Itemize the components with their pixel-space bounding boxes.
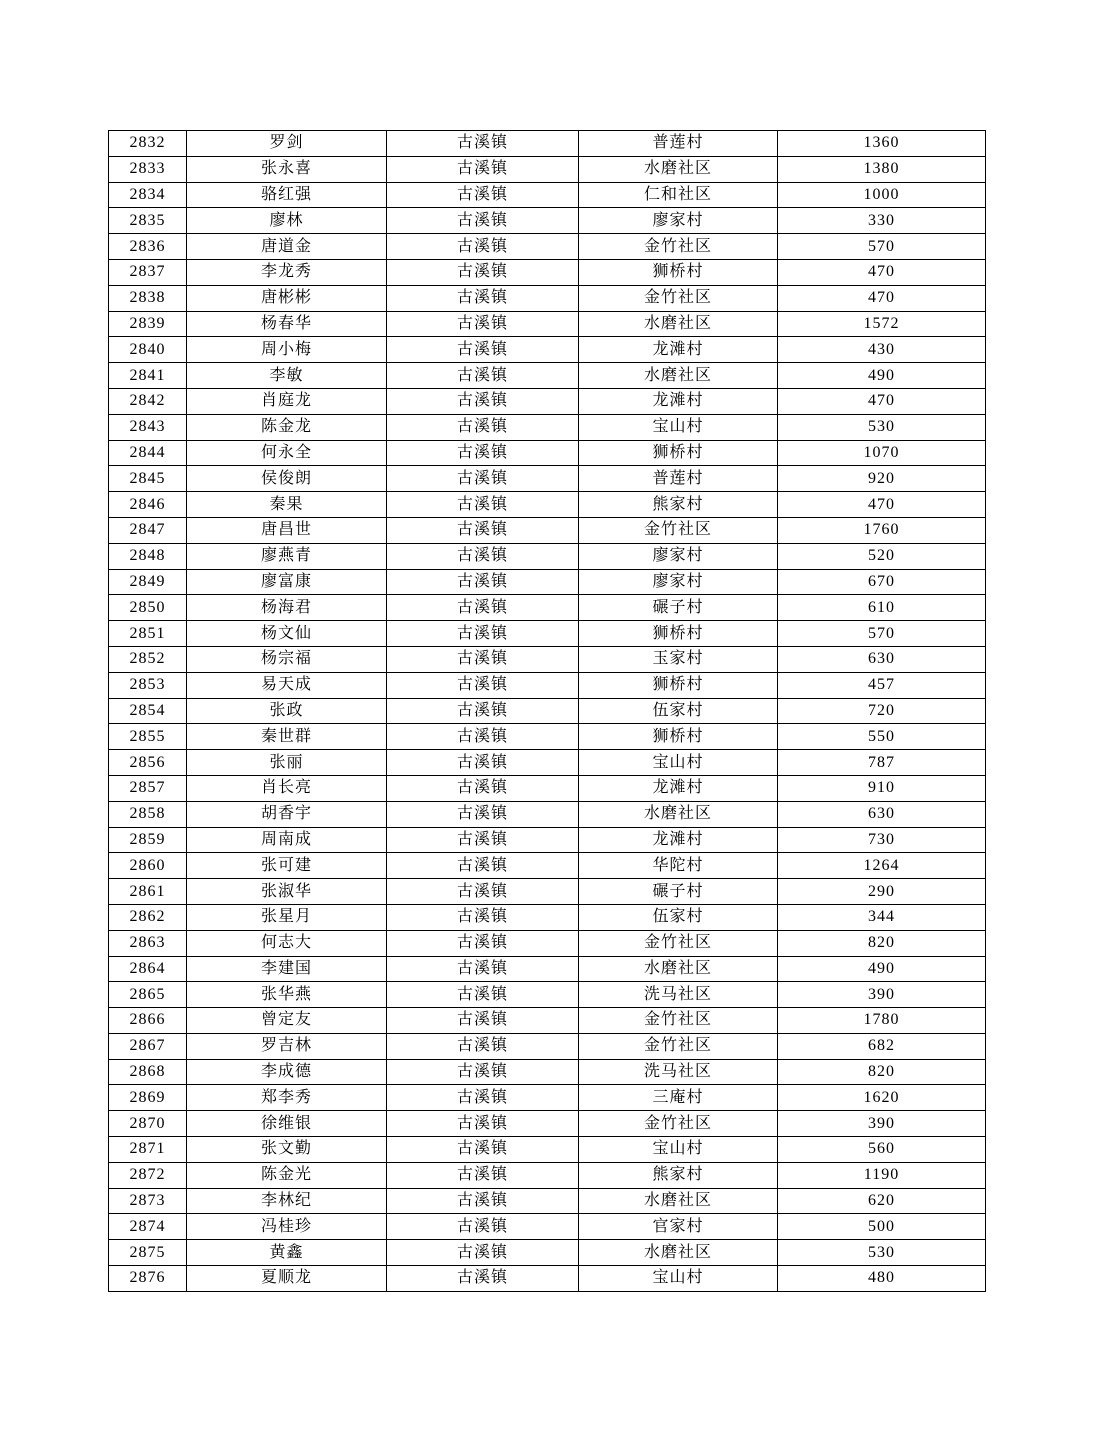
- cell-town: 古溪镇: [387, 698, 579, 724]
- cell-village: 水磨社区: [579, 311, 778, 337]
- cell-amount: 1780: [778, 1008, 986, 1034]
- cell-name: 郑李秀: [187, 1085, 387, 1111]
- cell-village: 龙滩村: [579, 337, 778, 363]
- cell-name: 曾定友: [187, 1008, 387, 1034]
- cell-town: 古溪镇: [387, 414, 579, 440]
- table-row: [109, 311, 986, 337]
- table-row: [109, 827, 986, 853]
- cell-town: 古溪镇: [387, 750, 579, 776]
- cell-town: 古溪镇: [387, 595, 579, 621]
- cell-amount: 480: [778, 1266, 986, 1292]
- table-row: [109, 672, 986, 698]
- cell-town: 古溪镇: [387, 1059, 579, 1085]
- cell-amount: 820: [778, 930, 986, 956]
- cell-village: 水磨社区: [579, 156, 778, 182]
- cell-id: 2855: [109, 724, 187, 750]
- cell-town: 古溪镇: [387, 1137, 579, 1163]
- table-row: [109, 259, 986, 285]
- cell-town: 古溪镇: [387, 1188, 579, 1214]
- cell-id: 2858: [109, 801, 187, 827]
- cell-amount: 682: [778, 1033, 986, 1059]
- cell-id: 2836: [109, 234, 187, 260]
- cell-village: 狮桥村: [579, 440, 778, 466]
- table-row: [109, 646, 986, 672]
- cell-town: 古溪镇: [387, 182, 579, 208]
- cell-id: 2851: [109, 621, 187, 647]
- cell-village: 伍家村: [579, 904, 778, 930]
- cell-amount: 344: [778, 904, 986, 930]
- cell-id: 2870: [109, 1111, 187, 1137]
- cell-village: 普莲村: [579, 466, 778, 492]
- cell-amount: 910: [778, 775, 986, 801]
- cell-name: 唐昌世: [187, 517, 387, 543]
- cell-town: 古溪镇: [387, 827, 579, 853]
- cell-id: 2863: [109, 930, 187, 956]
- cell-amount: 570: [778, 234, 986, 260]
- cell-amount: 1190: [778, 1162, 986, 1188]
- cell-amount: 1760: [778, 517, 986, 543]
- table-row: [109, 492, 986, 518]
- cell-id: 2852: [109, 646, 187, 672]
- cell-name: 陈金光: [187, 1162, 387, 1188]
- cell-amount: 630: [778, 646, 986, 672]
- cell-village: 碾子村: [579, 879, 778, 905]
- cell-name: 罗吉林: [187, 1033, 387, 1059]
- cell-village: 廖家村: [579, 543, 778, 569]
- table-row: [109, 1162, 986, 1188]
- cell-town: 古溪镇: [387, 982, 579, 1008]
- cell-id: 2841: [109, 363, 187, 389]
- cell-amount: 390: [778, 1111, 986, 1137]
- cell-id: 2837: [109, 259, 187, 285]
- cell-village: 水磨社区: [579, 1188, 778, 1214]
- cell-village: 伍家村: [579, 698, 778, 724]
- cell-amount: 290: [778, 879, 986, 905]
- cell-village: 狮桥村: [579, 724, 778, 750]
- cell-name: 张政: [187, 698, 387, 724]
- cell-id: 2857: [109, 775, 187, 801]
- cell-village: 玉家村: [579, 646, 778, 672]
- cell-amount: 730: [778, 827, 986, 853]
- cell-village: 熊家村: [579, 1162, 778, 1188]
- cell-id: 2859: [109, 827, 187, 853]
- cell-amount: 1360: [778, 131, 986, 157]
- cell-village: 宝山村: [579, 1266, 778, 1292]
- cell-id: 2832: [109, 131, 187, 157]
- cell-town: 古溪镇: [387, 543, 579, 569]
- cell-amount: 1380: [778, 156, 986, 182]
- cell-town: 古溪镇: [387, 1162, 579, 1188]
- cell-town: 古溪镇: [387, 311, 579, 337]
- cell-name: 张星月: [187, 904, 387, 930]
- cell-name: 周小梅: [187, 337, 387, 363]
- cell-town: 古溪镇: [387, 466, 579, 492]
- table-row: [109, 466, 986, 492]
- cell-amount: 390: [778, 982, 986, 1008]
- cell-town: 古溪镇: [387, 388, 579, 414]
- cell-id: 2861: [109, 879, 187, 905]
- cell-id: 2845: [109, 466, 187, 492]
- cell-id: 2840: [109, 337, 187, 363]
- cell-id: 2849: [109, 569, 187, 595]
- cell-name: 杨春华: [187, 311, 387, 337]
- cell-amount: 570: [778, 621, 986, 647]
- cell-name: 肖长亮: [187, 775, 387, 801]
- cell-town: 古溪镇: [387, 234, 579, 260]
- table-row: [109, 853, 986, 879]
- cell-id: 2865: [109, 982, 187, 1008]
- cell-name: 周南成: [187, 827, 387, 853]
- cell-village: 狮桥村: [579, 621, 778, 647]
- cell-town: 古溪镇: [387, 1008, 579, 1034]
- cell-village: 狮桥村: [579, 672, 778, 698]
- cell-village: 金竹社区: [579, 234, 778, 260]
- cell-town: 古溪镇: [387, 259, 579, 285]
- cell-amount: 1620: [778, 1085, 986, 1111]
- table-row: [109, 1008, 986, 1034]
- cell-amount: 1572: [778, 311, 986, 337]
- cell-town: 古溪镇: [387, 672, 579, 698]
- cell-id: 2847: [109, 517, 187, 543]
- cell-id: 2838: [109, 285, 187, 311]
- table-row: [109, 440, 986, 466]
- cell-village: 洗马社区: [579, 982, 778, 1008]
- cell-town: 古溪镇: [387, 930, 579, 956]
- cell-village: 水磨社区: [579, 363, 778, 389]
- cell-village: 廖家村: [579, 569, 778, 595]
- cell-id: 2850: [109, 595, 187, 621]
- cell-town: 古溪镇: [387, 879, 579, 905]
- table-row: [109, 1033, 986, 1059]
- table-row: [109, 750, 986, 776]
- cell-id: 2839: [109, 311, 187, 337]
- cell-amount: 610: [778, 595, 986, 621]
- cell-amount: 490: [778, 956, 986, 982]
- table-row: [109, 621, 986, 647]
- table-row: [109, 1266, 986, 1292]
- table-row: [109, 131, 986, 157]
- cell-town: 古溪镇: [387, 1240, 579, 1266]
- cell-name: 秦世群: [187, 724, 387, 750]
- cell-id: 2868: [109, 1059, 187, 1085]
- table-row: [109, 801, 986, 827]
- cell-village: 金竹社区: [579, 517, 778, 543]
- cell-town: 古溪镇: [387, 285, 579, 311]
- cell-id: 2843: [109, 414, 187, 440]
- cell-name: 陈金龙: [187, 414, 387, 440]
- table-row: [109, 414, 986, 440]
- table-row: [109, 724, 986, 750]
- table-row: [109, 1188, 986, 1214]
- cell-id: 2846: [109, 492, 187, 518]
- cell-town: 古溪镇: [387, 131, 579, 157]
- cell-amount: 620: [778, 1188, 986, 1214]
- cell-name: 杨文仙: [187, 621, 387, 647]
- cell-id: 2864: [109, 956, 187, 982]
- cell-id: 2869: [109, 1085, 187, 1111]
- cell-town: 古溪镇: [387, 1111, 579, 1137]
- cell-village: 龙滩村: [579, 827, 778, 853]
- cell-amount: 330: [778, 208, 986, 234]
- cell-town: 古溪镇: [387, 621, 579, 647]
- table-row: [109, 595, 986, 621]
- cell-town: 古溪镇: [387, 1266, 579, 1292]
- cell-amount: 1000: [778, 182, 986, 208]
- cell-id: 2844: [109, 440, 187, 466]
- cell-name: 何永全: [187, 440, 387, 466]
- cell-name: 李建国: [187, 956, 387, 982]
- records-table: [108, 130, 986, 1292]
- table-row: [109, 363, 986, 389]
- cell-amount: 530: [778, 1240, 986, 1266]
- cell-id: 2872: [109, 1162, 187, 1188]
- cell-id: 2871: [109, 1137, 187, 1163]
- cell-village: 水磨社区: [579, 1240, 778, 1266]
- table-row: [109, 1059, 986, 1085]
- cell-amount: 520: [778, 543, 986, 569]
- cell-village: 官家村: [579, 1214, 778, 1240]
- cell-id: 2833: [109, 156, 187, 182]
- cell-name: 肖庭龙: [187, 388, 387, 414]
- cell-id: 2875: [109, 1240, 187, 1266]
- cell-amount: 1264: [778, 853, 986, 879]
- cell-amount: 530: [778, 414, 986, 440]
- cell-name: 张华燕: [187, 982, 387, 1008]
- cell-name: 夏顺龙: [187, 1266, 387, 1292]
- cell-town: 古溪镇: [387, 440, 579, 466]
- cell-town: 古溪镇: [387, 1214, 579, 1240]
- cell-name: 李林纪: [187, 1188, 387, 1214]
- table-row: [109, 182, 986, 208]
- cell-amount: 720: [778, 698, 986, 724]
- table-row: [109, 569, 986, 595]
- table-row: [109, 956, 986, 982]
- table-row: [109, 1214, 986, 1240]
- cell-amount: 500: [778, 1214, 986, 1240]
- cell-id: 2866: [109, 1008, 187, 1034]
- cell-name: 李敏: [187, 363, 387, 389]
- cell-village: 熊家村: [579, 492, 778, 518]
- table-row: [109, 156, 986, 182]
- cell-id: 2862: [109, 904, 187, 930]
- cell-town: 古溪镇: [387, 646, 579, 672]
- cell-name: 张淑华: [187, 879, 387, 905]
- cell-amount: 490: [778, 363, 986, 389]
- cell-village: 金竹社区: [579, 1033, 778, 1059]
- cell-town: 古溪镇: [387, 363, 579, 389]
- cell-town: 古溪镇: [387, 904, 579, 930]
- table-row: [109, 517, 986, 543]
- cell-name: 罗剑: [187, 131, 387, 157]
- cell-amount: 430: [778, 337, 986, 363]
- cell-town: 古溪镇: [387, 517, 579, 543]
- cell-village: 碾子村: [579, 595, 778, 621]
- table-row: [109, 982, 986, 1008]
- cell-name: 徐维银: [187, 1111, 387, 1137]
- cell-town: 古溪镇: [387, 337, 579, 363]
- cell-town: 古溪镇: [387, 208, 579, 234]
- table-row: [109, 285, 986, 311]
- cell-name: 骆红强: [187, 182, 387, 208]
- cell-name: 黄鑫: [187, 1240, 387, 1266]
- table-row: [109, 1240, 986, 1266]
- table-row: [109, 1111, 986, 1137]
- cell-id: 2854: [109, 698, 187, 724]
- cell-id: 2873: [109, 1188, 187, 1214]
- cell-town: 古溪镇: [387, 853, 579, 879]
- cell-village: 宝山村: [579, 414, 778, 440]
- cell-name: 李龙秀: [187, 259, 387, 285]
- cell-id: 2867: [109, 1033, 187, 1059]
- cell-amount: 1070: [778, 440, 986, 466]
- cell-id: 2874: [109, 1214, 187, 1240]
- cell-village: 龙滩村: [579, 775, 778, 801]
- cell-amount: 560: [778, 1137, 986, 1163]
- cell-village: 廖家村: [579, 208, 778, 234]
- cell-name: 张永喜: [187, 156, 387, 182]
- cell-village: 金竹社区: [579, 285, 778, 311]
- table-row: [109, 904, 986, 930]
- cell-amount: 457: [778, 672, 986, 698]
- cell-name: 张文勤: [187, 1137, 387, 1163]
- cell-village: 水磨社区: [579, 956, 778, 982]
- table-row: [109, 388, 986, 414]
- table-row: [109, 234, 986, 260]
- cell-village: 金竹社区: [579, 1008, 778, 1034]
- cell-name: 李成德: [187, 1059, 387, 1085]
- cell-id: 2876: [109, 1266, 187, 1292]
- cell-id: 2853: [109, 672, 187, 698]
- cell-name: 张丽: [187, 750, 387, 776]
- cell-amount: 787: [778, 750, 986, 776]
- cell-name: 廖富康: [187, 569, 387, 595]
- cell-village: 龙滩村: [579, 388, 778, 414]
- cell-village: 水磨社区: [579, 801, 778, 827]
- records-table-body: [109, 131, 986, 1292]
- table-row: [109, 208, 986, 234]
- cell-name: 杨海君: [187, 595, 387, 621]
- cell-town: 古溪镇: [387, 775, 579, 801]
- cell-town: 古溪镇: [387, 724, 579, 750]
- cell-town: 古溪镇: [387, 492, 579, 518]
- cell-id: 2848: [109, 543, 187, 569]
- cell-name: 廖林: [187, 208, 387, 234]
- table-row: [109, 1137, 986, 1163]
- cell-town: 古溪镇: [387, 956, 579, 982]
- cell-name: 唐道金: [187, 234, 387, 260]
- cell-id: 2842: [109, 388, 187, 414]
- cell-name: 冯桂珍: [187, 1214, 387, 1240]
- cell-id: 2834: [109, 182, 187, 208]
- cell-village: 宝山村: [579, 750, 778, 776]
- cell-village: 仁和社区: [579, 182, 778, 208]
- table-row: [109, 337, 986, 363]
- cell-village: 洗马社区: [579, 1059, 778, 1085]
- cell-amount: 820: [778, 1059, 986, 1085]
- table-row: [109, 543, 986, 569]
- table-row: [109, 879, 986, 905]
- cell-id: 2835: [109, 208, 187, 234]
- cell-town: 古溪镇: [387, 1085, 579, 1111]
- cell-town: 古溪镇: [387, 156, 579, 182]
- cell-amount: 920: [778, 466, 986, 492]
- cell-town: 古溪镇: [387, 569, 579, 595]
- table-row: [109, 1085, 986, 1111]
- cell-amount: 470: [778, 285, 986, 311]
- cell-name: 秦果: [187, 492, 387, 518]
- cell-name: 廖燕青: [187, 543, 387, 569]
- cell-id: 2856: [109, 750, 187, 776]
- cell-village: 金竹社区: [579, 1111, 778, 1137]
- cell-amount: 470: [778, 492, 986, 518]
- cell-name: 何志大: [187, 930, 387, 956]
- cell-village: 宝山村: [579, 1137, 778, 1163]
- cell-amount: 630: [778, 801, 986, 827]
- cell-amount: 470: [778, 388, 986, 414]
- cell-village: 狮桥村: [579, 259, 778, 285]
- cell-amount: 550: [778, 724, 986, 750]
- cell-name: 杨宗福: [187, 646, 387, 672]
- cell-village: 三庵村: [579, 1085, 778, 1111]
- table-row: [109, 698, 986, 724]
- cell-village: 华陀村: [579, 853, 778, 879]
- cell-amount: 670: [778, 569, 986, 595]
- cell-id: 2860: [109, 853, 187, 879]
- cell-village: 金竹社区: [579, 930, 778, 956]
- cell-name: 胡香宇: [187, 801, 387, 827]
- table-row: [109, 775, 986, 801]
- cell-name: 侯俊朗: [187, 466, 387, 492]
- table-row: [109, 930, 986, 956]
- cell-town: 古溪镇: [387, 1033, 579, 1059]
- cell-name: 张可建: [187, 853, 387, 879]
- cell-name: 唐彬彬: [187, 285, 387, 311]
- cell-town: 古溪镇: [387, 801, 579, 827]
- cell-amount: 470: [778, 259, 986, 285]
- cell-name: 易天成: [187, 672, 387, 698]
- cell-village: 普莲村: [579, 131, 778, 157]
